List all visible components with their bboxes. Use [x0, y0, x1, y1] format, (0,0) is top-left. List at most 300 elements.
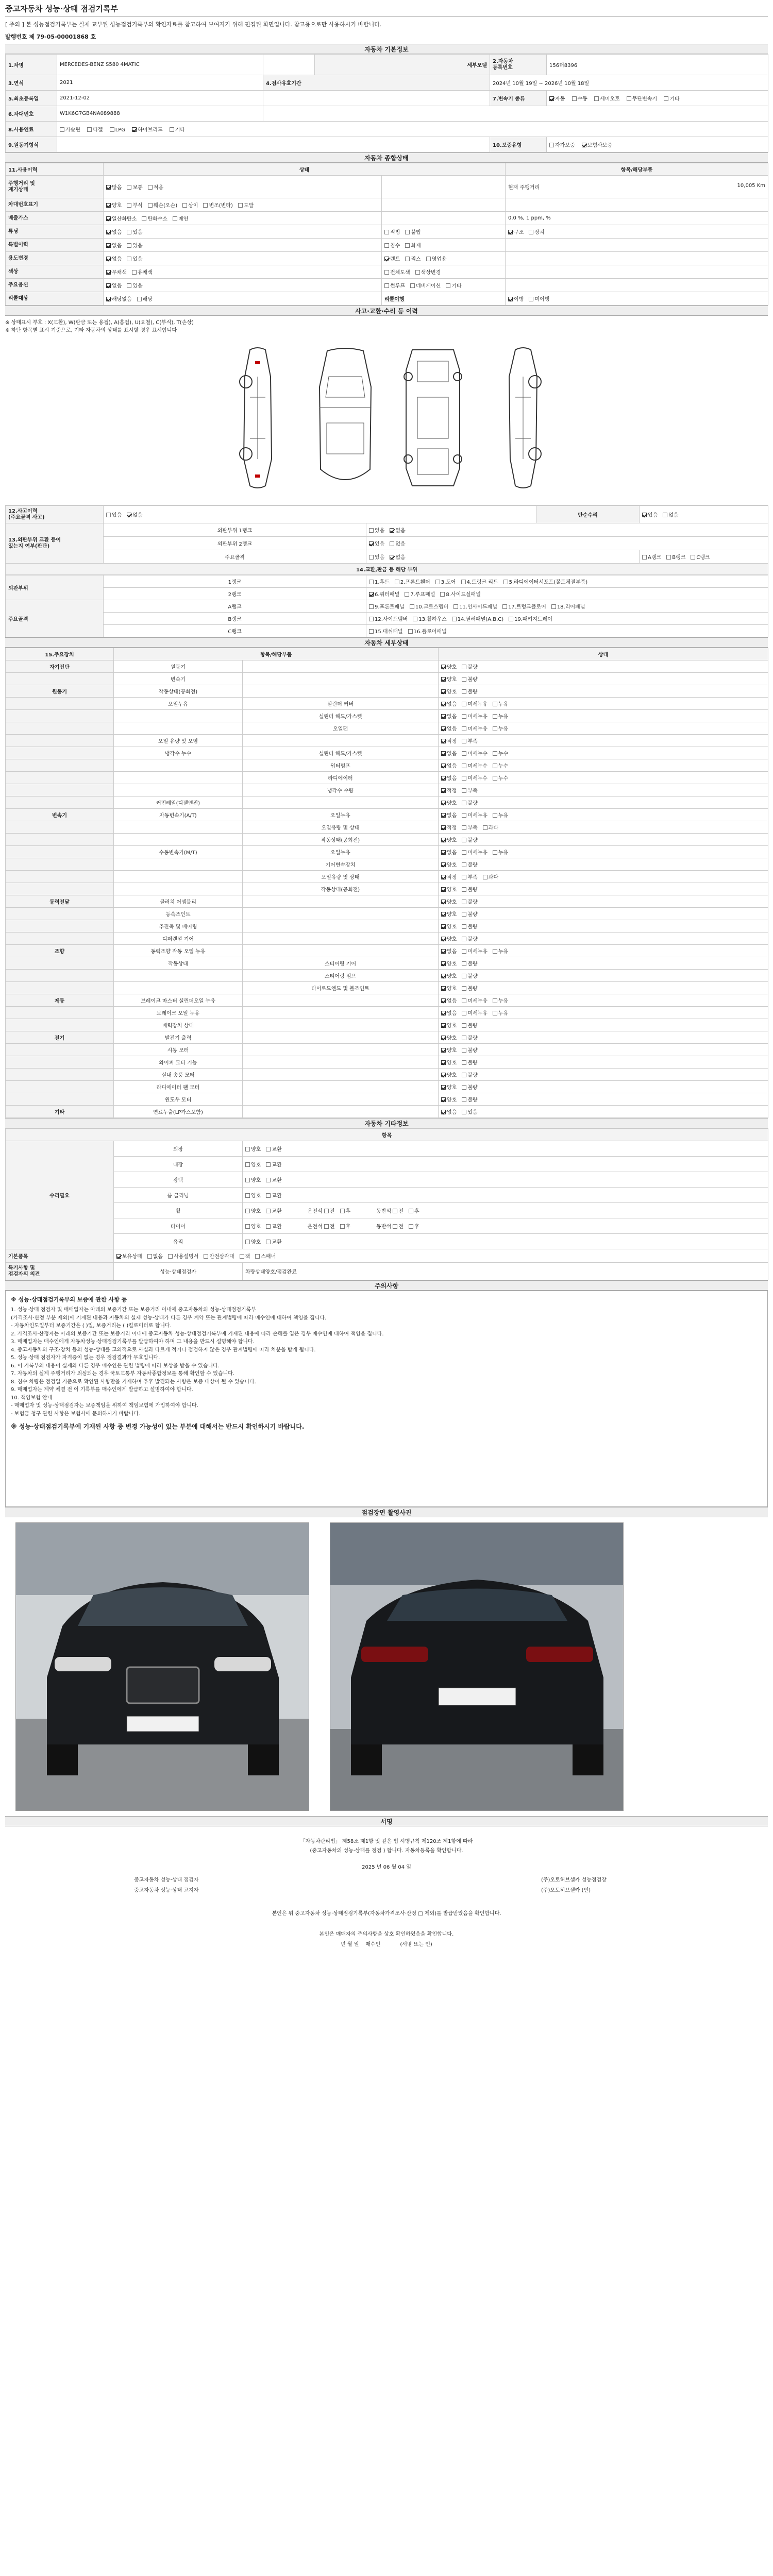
- checkbox: [572, 96, 577, 101]
- label-repair-needed: 수리필요: [6, 1141, 114, 1249]
- option-label: B랭크: [672, 555, 686, 561]
- detail-subitem: [243, 994, 439, 1007]
- checkbox: [462, 677, 466, 682]
- option-label: 불량: [467, 1097, 478, 1104]
- label-outer: 외판부위: [6, 575, 104, 600]
- detail-item: [114, 821, 243, 834]
- detail-item: [114, 982, 243, 994]
- checkbox: [462, 961, 466, 966]
- label-car-name: 1.차명: [6, 55, 57, 75]
- caution-line: 3. 매매업자는 매수인에게 자동차성능·상태점검기록부를 발급하여야 하며 그 내용을 반드시 설명해야 합니다.: [11, 1339, 255, 1345]
- checkbox-checked: [441, 850, 446, 855]
- label-reg-no: 2.자동차 등록번호: [490, 55, 547, 75]
- detail-subitem: 실린더 헤드/가스켓: [243, 710, 439, 722]
- checkbox-checked: [106, 297, 111, 301]
- checkbox: [462, 949, 466, 954]
- option-label: 양호: [251, 1224, 261, 1230]
- checkbox: [462, 986, 466, 991]
- general-col-history: 11.사용이력: [6, 163, 104, 176]
- checkbox: [462, 1036, 466, 1040]
- general-col-item: 항목/해당부품: [506, 163, 768, 176]
- option-label: 보유상태: [122, 1254, 142, 1260]
- option-label: 교환: [272, 1240, 282, 1246]
- checkbox: [415, 270, 420, 275]
- detail-subitem: 스티어링 펌프: [243, 970, 439, 982]
- cert-value: 79-05-00001868: [36, 33, 89, 41]
- option-label: 영업용: [431, 257, 447, 263]
- other-item: 유리: [114, 1234, 243, 1249]
- option-label: 탄화수소: [147, 216, 167, 223]
- detail-device: [6, 920, 114, 933]
- option-label: 양호: [447, 887, 457, 893]
- detail-subitem: [243, 908, 439, 920]
- option-label: 있음: [375, 541, 385, 548]
- checkbox-checked: [369, 592, 374, 597]
- checkbox-checked: [441, 825, 446, 830]
- option-label: 화재: [411, 243, 421, 249]
- checkbox: [238, 203, 243, 208]
- value-first-reg: 2021-12-02: [57, 91, 263, 106]
- detail-subitem: 냉각수 수량: [243, 784, 439, 796]
- label-engine-type: 9.원동기형식: [6, 137, 57, 152]
- option-label: 미세누유: [467, 949, 488, 955]
- detail-col-device: 15.주요장치: [6, 648, 114, 660]
- option-label: 많음: [112, 185, 122, 191]
- checkbox: [390, 541, 394, 546]
- car-bottom-view-icon: [402, 346, 464, 490]
- checkbox: [408, 629, 413, 634]
- option-label: 없음: [447, 850, 457, 856]
- checkbox-checked: [441, 1073, 446, 1077]
- value-notifier: (주)오토허브셀카 (인): [541, 1888, 591, 1894]
- option-label: 불량: [467, 677, 478, 683]
- checkbox: [529, 230, 533, 234]
- checkbox: [266, 1147, 271, 1151]
- label-basic-items: 기본품목: [6, 1249, 114, 1263]
- checkbox: [493, 726, 497, 731]
- detail-device: [6, 871, 114, 883]
- checkbox-checked: [390, 528, 394, 533]
- detail-device: 변속기: [6, 809, 114, 821]
- other-item: 내장: [114, 1157, 243, 1172]
- option-label: 양호: [251, 1178, 261, 1184]
- detail-device: [6, 821, 114, 834]
- option-label: 없음: [132, 513, 143, 519]
- checkbox: [461, 580, 466, 584]
- detail-device: [6, 698, 114, 710]
- detail-item: 연료누출(LP가스포함): [114, 1106, 243, 1118]
- detail-device: [6, 673, 114, 685]
- option-label: 부식: [132, 203, 143, 209]
- option-label: 누유: [498, 998, 509, 1005]
- checkbox: [245, 1193, 250, 1198]
- checkbox: [409, 1209, 413, 1213]
- checkbox: [493, 1011, 497, 1015]
- detail-device: [6, 747, 114, 759]
- checkbox-checked: [441, 1060, 446, 1065]
- option-label: 미세누수: [467, 776, 488, 782]
- detail-subitem: [243, 1106, 439, 1118]
- option-label: 부족: [467, 788, 478, 794]
- option-label: 없음: [447, 1011, 457, 1017]
- option-label: 훼손(오손): [153, 203, 178, 209]
- detail-col-item: 항목/해당부품: [114, 648, 439, 660]
- option-label: 누수: [498, 751, 509, 757]
- checkbox: [493, 813, 497, 818]
- front-photo: [15, 1522, 309, 1811]
- checkbox-checked: [441, 751, 446, 756]
- caution-line: 2. 가격조사·산정자는 아래의 보증기간 또는 보증거리 이내에 중고자동차 성능·상태점검기록부에 기재된 내용에 따라 손해를 입은 경우 매수인에 대하여 책임을 집니다.: [11, 1331, 384, 1337]
- checkbox: [384, 283, 389, 288]
- sign-signature-hint: (서명 또는 인): [400, 1942, 432, 1948]
- option-label: 불량: [467, 689, 478, 696]
- checkbox-checked: [441, 764, 446, 768]
- option-label: 11.인사이드패널: [459, 604, 497, 611]
- detail-device: [6, 1056, 114, 1069]
- option-label: 과다: [488, 825, 498, 832]
- detail-item: 클러치 어셈블리: [114, 895, 243, 908]
- sign-ymd: 년 월 일: [341, 1942, 359, 1948]
- option-label: 기타: [451, 283, 462, 290]
- checkbox-checked: [441, 924, 446, 929]
- car-front-photo-image: [16, 1523, 309, 1811]
- checkbox: [462, 875, 466, 879]
- checkbox-checked: [441, 776, 446, 781]
- detail-device: [6, 1019, 114, 1031]
- checkbox: [405, 230, 410, 234]
- checkbox: [168, 1254, 173, 1259]
- option-label: 교환: [272, 1224, 282, 1230]
- checkbox: [493, 776, 497, 781]
- checkbox-checked: [508, 297, 513, 301]
- checkbox: [453, 604, 458, 609]
- option-label: 리스: [411, 257, 421, 263]
- option-label: 있음: [648, 513, 658, 519]
- detail-item: [114, 834, 243, 846]
- option-label: 1.후드: [375, 580, 390, 586]
- checkbox-checked: [441, 813, 446, 818]
- detail-subitem: 실린더 헤드/가스켓: [243, 747, 439, 759]
- detail-subitem: [243, 673, 439, 685]
- sign-date: 2025 년 06 월 04 일: [362, 1865, 411, 1871]
- option-label: 전: [329, 1209, 335, 1215]
- option-label: 누유: [498, 1011, 509, 1017]
- option-label: 수동: [577, 96, 587, 103]
- option-label: 8.사이드실패널: [446, 592, 481, 598]
- checkbox: [462, 1073, 466, 1077]
- checkbox: [240, 1254, 244, 1259]
- checkbox: [106, 513, 111, 517]
- detail-col-status: 상태: [439, 648, 768, 660]
- option-label: 양호: [447, 1036, 457, 1042]
- checkbox: [509, 617, 513, 621]
- detail-item: [114, 858, 243, 871]
- option-label: 불량: [467, 1023, 478, 1029]
- option-label: 누유: [498, 949, 509, 955]
- option-label: 있음: [132, 257, 143, 263]
- checkbox-checked: [106, 283, 111, 288]
- checkbox: [393, 1224, 397, 1229]
- detail-item: [114, 722, 243, 735]
- checkbox: [245, 1147, 250, 1151]
- label-vin: 6.차대번호: [6, 106, 57, 122]
- detail-device: 기타: [6, 1106, 114, 1118]
- option-label: 상이: [188, 203, 198, 209]
- option-label: 일산화탄소: [112, 216, 137, 223]
- checkbox-checked: [441, 986, 446, 991]
- damage-legend: [5, 319, 768, 334]
- checkbox-checked: [441, 739, 446, 743]
- option-label: 없음: [447, 998, 457, 1005]
- detail-item: 오일누유: [114, 698, 243, 710]
- option-label: 적정: [447, 875, 457, 881]
- option-label: 없음: [112, 257, 122, 263]
- option-label: 없음: [153, 1254, 163, 1260]
- option-label: 미세누유: [467, 998, 488, 1005]
- detail-item: 배력장치 상태: [114, 1019, 243, 1031]
- option-label: 세미오토: [600, 96, 620, 103]
- checkbox: [493, 714, 497, 719]
- checkbox-checked: [441, 689, 446, 694]
- detail-subitem: [243, 895, 439, 908]
- option-label: 불량: [467, 1073, 478, 1079]
- checkbox: [384, 270, 389, 275]
- checkbox-checked: [441, 998, 446, 1003]
- option-label: 없음: [395, 528, 406, 534]
- detail-subitem: [243, 1056, 439, 1069]
- checkbox-checked: [106, 185, 111, 190]
- option-label: 불량: [467, 961, 478, 968]
- option-label: 16.플로어패널: [413, 629, 447, 635]
- checkbox-checked: [106, 216, 111, 221]
- option-label: 없음: [447, 764, 457, 770]
- detail-item: 수동변속기(M/T): [114, 846, 243, 858]
- checkbox-checked: [441, 937, 446, 941]
- option-label: 7.루프패널: [410, 592, 435, 598]
- option-label: 전: [398, 1209, 404, 1215]
- checkbox: [245, 1209, 250, 1213]
- sign-buyer-label: 매수인: [365, 1942, 381, 1948]
- label-passenger-side: 동반석: [376, 1224, 392, 1230]
- checkbox: [410, 283, 415, 288]
- option-label: 양호: [251, 1193, 261, 1199]
- option-label: 2.프론트휀더: [400, 580, 430, 586]
- option-label: 미세누유: [467, 714, 488, 720]
- detail-subitem: [243, 796, 439, 809]
- checkbox: [137, 297, 142, 301]
- checkbox: [405, 592, 409, 597]
- label-first-reg: 5.최초등록일: [6, 91, 57, 106]
- rank-label: 1랭크: [104, 575, 366, 588]
- caution-lines: [11, 1306, 762, 1418]
- checkbox: [245, 1224, 250, 1229]
- detail-item: [114, 883, 243, 895]
- checkbox: [462, 900, 466, 904]
- option-label: 불량: [467, 986, 478, 992]
- checkbox: [405, 257, 410, 261]
- checkbox: [462, 1085, 466, 1090]
- detail-device: [6, 735, 114, 747]
- checkbox: [340, 1209, 345, 1213]
- caution-line: 4. 중고자동차의 구조·장치 등의 성능·상태를 고의적으로 사실과 다르게 적거나 점검하지 않은 경우 관계법령에 따라 처분을 받게 됩니다.: [11, 1347, 316, 1353]
- option-label: C랭크: [696, 555, 710, 561]
- option-label: 미세누유: [467, 850, 488, 856]
- checkbox: [245, 1178, 250, 1182]
- option-label: 교환: [272, 1162, 282, 1168]
- checkbox: [549, 143, 554, 147]
- option-label: 양호: [447, 986, 457, 992]
- option-label: 사용설명서: [173, 1254, 199, 1260]
- checkbox-checked: [441, 912, 446, 917]
- option-label: 양호: [251, 1162, 261, 1168]
- detail-item: 냉각수 누수: [114, 747, 243, 759]
- option-label: 부족: [467, 739, 478, 745]
- option-label: 이행: [514, 297, 524, 303]
- detail-item: 작동상태(공회전): [114, 685, 243, 698]
- car-rear-photo-image: [330, 1523, 624, 1811]
- mileage-value: 10,005 Km: [737, 183, 766, 189]
- general-right-text: 현재 주행거리: [508, 185, 540, 191]
- label-opinion-sub: 성능·상태점검자: [114, 1263, 243, 1280]
- checkbox: [462, 764, 466, 768]
- section-damage: 사고·교환·수리 등 이력: [5, 306, 768, 316]
- option-label: 없음: [395, 555, 406, 561]
- checkbox: [148, 185, 153, 190]
- option-label: 없음: [112, 230, 122, 236]
- checkbox: [462, 702, 466, 706]
- option-label: 불량: [467, 974, 478, 980]
- detail-subitem: [243, 1007, 439, 1019]
- checkbox: [462, 887, 466, 892]
- label-recall-done: 리콜이행: [384, 297, 405, 303]
- legend-line: ※ 상태표시 부호 : X(교환), W(판금 또는 용접), A(흠집), U(요철), C(부식), T(손상): [5, 320, 194, 326]
- checkbox: [203, 203, 208, 208]
- checkbox: [462, 726, 466, 731]
- detail-subitem: [243, 920, 439, 933]
- checkbox: [127, 243, 131, 248]
- option-label: 보통: [132, 185, 143, 191]
- checkbox: [340, 1224, 345, 1229]
- detail-subitem: [243, 1019, 439, 1031]
- detail-item: 동력조향 작동 오일 누유: [114, 945, 243, 957]
- photo-area: [5, 1517, 768, 1816]
- label-notifier: 중고자동차 성능·상태 고지자: [134, 1888, 199, 1894]
- value-inspection-period: 2024년 10월 19일 ~ 2026년 10월 18일: [490, 75, 768, 91]
- option-label: 전: [329, 1224, 335, 1230]
- checkbox: [462, 924, 466, 929]
- option-label: 있음: [132, 243, 143, 249]
- option-label: 9.프론트패널: [375, 604, 405, 611]
- car-right-side-icon: [500, 346, 546, 490]
- checkbox: [462, 1110, 466, 1114]
- detail-item: 커먼레일(디젤엔진): [114, 796, 243, 809]
- option-label: 보험사보증: [587, 143, 613, 149]
- option-label: 있음: [132, 283, 143, 290]
- section-other: 자동차 기타정보: [5, 1118, 768, 1128]
- detail-device: [6, 908, 114, 920]
- option-label: 교환: [272, 1193, 282, 1199]
- checkbox: [663, 513, 667, 517]
- detail-device: [6, 846, 114, 858]
- checkbox: [493, 751, 497, 756]
- checkbox-checked: [508, 230, 513, 234]
- detail-device: [6, 1081, 114, 1093]
- option-label: LPG: [115, 127, 126, 133]
- detail-item: 작동상태: [114, 957, 243, 970]
- checkbox: [245, 1162, 250, 1167]
- caution-line: 6. 이 기록부의 내용이 실제와 다른 경우 매수인은 관련 법령에 따라 보상을 받을 수 있습니다.: [11, 1363, 220, 1369]
- checkbox: [462, 862, 466, 867]
- checkbox-checked: [106, 230, 111, 234]
- checkbox-checked: [441, 1023, 446, 1028]
- detail-device: [6, 982, 114, 994]
- option-label: 교환: [272, 1147, 282, 1153]
- option-label: 전: [398, 1224, 404, 1230]
- rank-label: C랭크: [104, 625, 366, 637]
- label-main-frame: 주요골격: [104, 550, 366, 564]
- option-label: 교환: [272, 1209, 282, 1215]
- option-label: 있음: [375, 555, 385, 561]
- checkbox: [493, 998, 497, 1003]
- checkbox-checked: [441, 1011, 446, 1015]
- option-label: 미세누수: [467, 751, 488, 757]
- detail-subitem: [243, 1044, 439, 1056]
- general-row-label: 색상: [6, 265, 104, 279]
- cert-tail: 호: [90, 33, 96, 41]
- checkbox-checked: [441, 1085, 446, 1090]
- option-label: 양호: [447, 961, 457, 968]
- car-top-view-icon: [314, 346, 376, 490]
- detail-item: [114, 784, 243, 796]
- option-label: 미이행: [534, 297, 550, 303]
- checkbox: [440, 592, 445, 597]
- option-label: 후: [345, 1209, 351, 1215]
- detail-subitem: [243, 660, 439, 673]
- general-row-label: 용도변경: [6, 252, 104, 265]
- checkbox: [462, 998, 466, 1003]
- option-label: 렌트: [390, 257, 400, 263]
- car-left-side-icon: [234, 346, 281, 490]
- option-label: 19.패키지트레이: [514, 617, 553, 623]
- checkbox: [173, 216, 177, 221]
- option-label: 없음: [447, 702, 457, 708]
- other-item: 광택: [114, 1172, 243, 1188]
- detail-item: [114, 710, 243, 722]
- option-label: 불량: [467, 1036, 478, 1042]
- checkbox: [182, 203, 187, 208]
- checkbox: [324, 1224, 329, 1229]
- checkbox: [110, 127, 114, 132]
- option-label: 적음: [153, 185, 163, 191]
- checkbox: [369, 604, 374, 609]
- detail-subitem: 워터펌프: [243, 759, 439, 772]
- option-label: 매연: [178, 216, 189, 223]
- option-label: 양호: [447, 862, 457, 869]
- option-label: 양호: [447, 1060, 457, 1066]
- option-label: 양호: [112, 203, 122, 209]
- option-label: 불법: [411, 230, 421, 236]
- option-label: 가솔린: [65, 127, 80, 133]
- checkbox: [384, 243, 389, 248]
- detail-device: [6, 1093, 114, 1106]
- option-label: 없음: [395, 541, 406, 548]
- detail-item: 브레이크 마스터 실린더오일 누유: [114, 994, 243, 1007]
- checkbox-checked: [441, 1110, 446, 1114]
- detail-item: [114, 970, 243, 982]
- checkbox: [594, 96, 599, 101]
- detail-subitem: [243, 1093, 439, 1106]
- detail-device: [6, 858, 114, 871]
